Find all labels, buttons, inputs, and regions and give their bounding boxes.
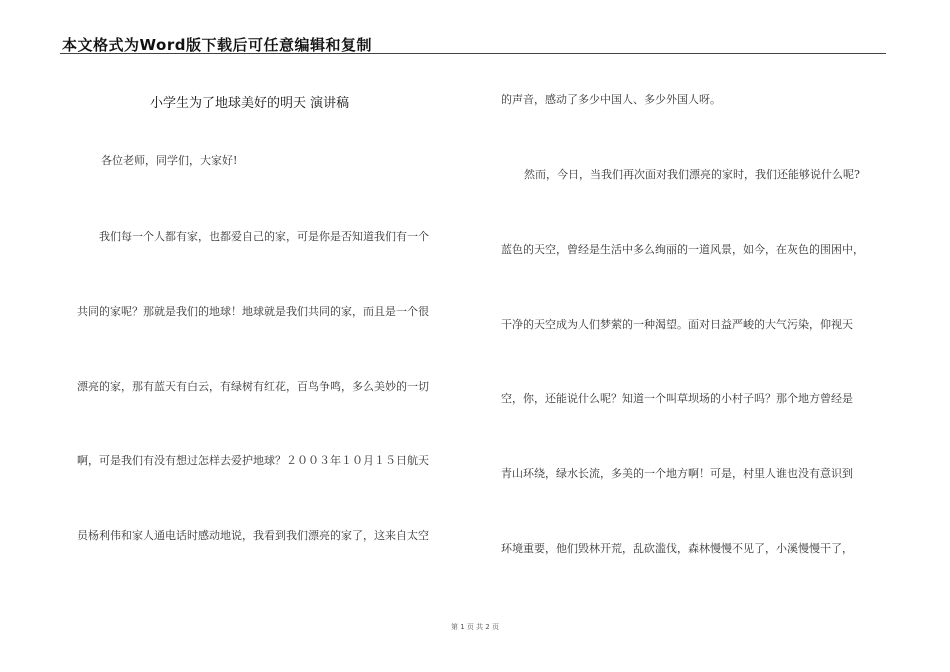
- left-line-1: 各位老师，同学们，大家好!: [101, 154, 238, 167]
- right-line-6: 青山环绕，绿水长流，多美的一个地方啊！可是，村里人谁也没有意识到: [501, 467, 853, 480]
- left-line-5: 啊，可是我们有没有想过怎样去爱护地球？２００３年１０月１５日航天: [77, 454, 429, 467]
- document-title: 小学生为了地球美好的明天 演讲稿: [150, 96, 350, 111]
- right-line-2: 然而，今日，当我们再次面对我们漂亮的家时，我们还能够说什么呢?: [524, 168, 860, 181]
- right-line-7: 环境重要，他们毁林开荒，乱砍滥伐，森林慢慢不见了，小溪慢慢干了，: [501, 542, 853, 555]
- right-line-3: 蓝色的天空，曾经是生活中多么绚丽的一道风景，如今，在灰色的围困中，: [501, 243, 864, 256]
- left-line-3: 共同的家呢？那就是我们的地球！地球就是我们共同的家，而且是一个很: [77, 305, 429, 318]
- right-line-1: 的声音，感动了多少中国人、多少外国人呀。: [501, 93, 721, 106]
- right-line-5: 空，你，还能说什么呢？知道一个叫草坝场的小村子吗？那个地方曾经是: [501, 392, 853, 405]
- header-divider: [60, 53, 886, 54]
- left-line-2: 我们每一个人都有家，也都爱自己的家，可是你是否知道我们有一个: [99, 230, 429, 243]
- left-line-6: 员杨利伟和家人通电话时感动地说，我看到我们漂亮的家了，这来自太空: [77, 529, 429, 542]
- page-number-footer: 第 1 页 共 2 页: [450, 623, 500, 631]
- left-line-4: 漂亮的家，那有蓝天有白云，有绿树有红花，百鸟争鸣，多么美妙的一切: [77, 380, 429, 393]
- right-line-4: 干净的天空成为人们梦萦的一种渴望。面对日益严峻的大气污染，仰视天: [501, 318, 853, 331]
- page-header-title: 本文格式为Word版下载后可任意编辑和复制: [62, 36, 372, 54]
